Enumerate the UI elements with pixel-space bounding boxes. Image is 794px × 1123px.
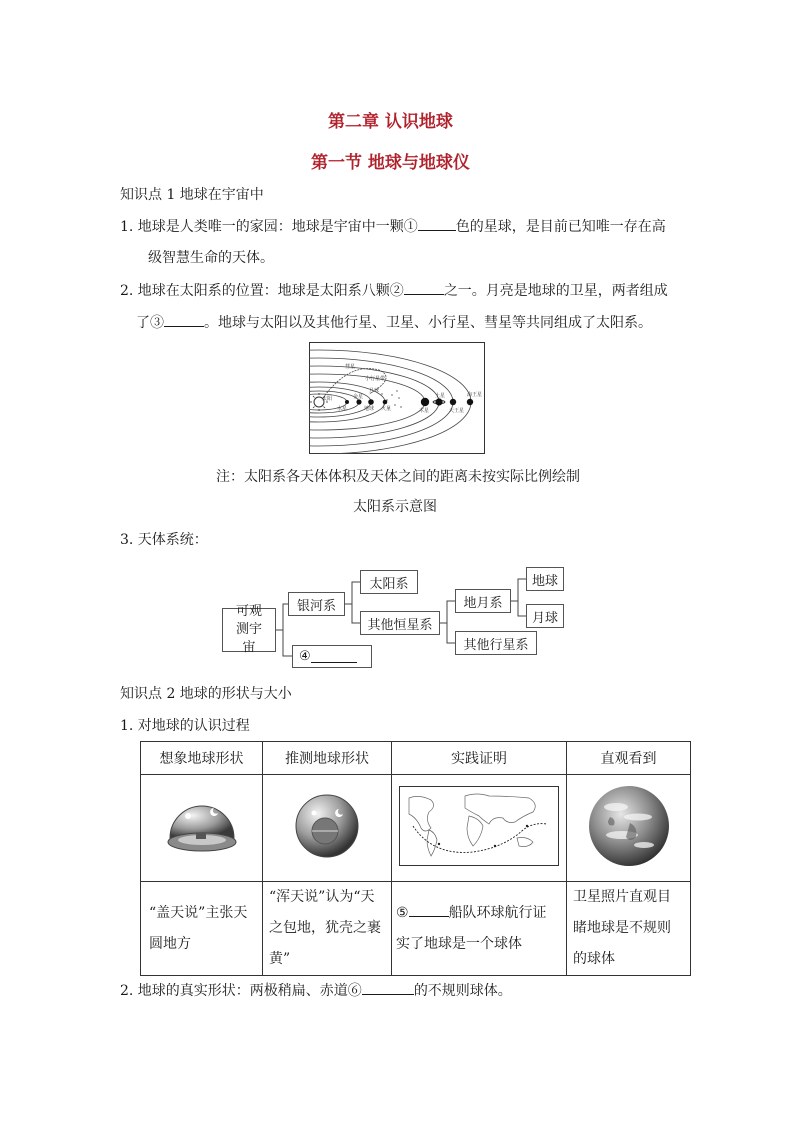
cell-gaitian: “盖天说”主张天圆地方	[141, 882, 263, 976]
label-mercury: 水星	[337, 406, 348, 412]
world-voyage-map	[392, 775, 567, 882]
tree-earth: 地球	[526, 567, 564, 591]
kp1-item3: 3. 天体系统：	[120, 532, 208, 548]
kp1-item2-text-c: 了③	[136, 315, 164, 331]
label-earth: 地球	[364, 406, 375, 412]
table-header-infer: 推测地球形状	[263, 742, 392, 775]
kp1-item2-text-d: 。地球与太阳以及其他行星、卫星、小行星、彗星等共同组成了太阳系。	[204, 315, 652, 331]
blank-6	[362, 980, 414, 995]
cell-voyage-text: 船队环球航行证实了地球是一个球体	[396, 904, 547, 952]
egg-universe-illustration	[263, 775, 392, 882]
label-asteroid: 小行星带	[365, 376, 386, 382]
label-sun: 太阳	[322, 396, 333, 402]
tree-moon: 月球	[526, 604, 564, 628]
chapter-title: 第二章 认识地球	[328, 112, 453, 132]
solar-diagram-caption: 太阳系示意图	[353, 499, 437, 515]
kp2-item2-text-b: 的不规则球体。	[413, 983, 512, 999]
tree-root-observable-universe: 可观测宇宙	[222, 608, 276, 652]
tree-other-star-systems: 其他恒星系	[360, 611, 440, 635]
kp1-item1-line2: 级智慧生命的天体。	[148, 250, 274, 266]
blank-4	[311, 650, 357, 663]
blank-5	[409, 902, 449, 917]
label-uranus: 天王星	[449, 408, 465, 414]
cell-huntian: “浑天说”认为“天之包地，犹壳之裹黄”	[263, 882, 392, 976]
table-header-imagine: 想象地球形状	[141, 742, 263, 775]
tree-blank-4: ④	[292, 645, 372, 668]
label-neptune: 海王星	[467, 392, 483, 398]
table-text-row	[141, 882, 691, 976]
section-title: 第一节 地球与地球仪	[311, 153, 470, 173]
table-header-row	[141, 742, 691, 775]
kp2-item2	[120, 980, 512, 1001]
label-comet: 彗星	[345, 364, 356, 370]
kp1-item1-text-a: 1. 地球是人类唯一的家园：地球是宇宙中一颗①	[120, 219, 418, 235]
tree-galaxy: 银河系	[288, 592, 345, 616]
label-moon: 月球	[369, 388, 380, 394]
cell-voyage-prefix: ⑤	[396, 904, 409, 921]
dome-sky-illustration	[141, 775, 263, 882]
label-saturn: 土星	[435, 393, 446, 399]
solar-diagram-note: 注：太阳系各天体体积及天体之间的距离未按实际比例绘制	[216, 469, 580, 485]
earth-shape-table	[140, 741, 691, 976]
table-header-practice: 实践证明	[392, 742, 567, 775]
label-jupiter: 木星	[419, 408, 430, 414]
kp2-item2-text-a: 2. 地球的真实形状：两极稍扁、赤道⑥	[120, 983, 362, 999]
label-venus: 金星	[353, 394, 364, 400]
cell-voyage	[392, 882, 567, 976]
kp1-item2-text-a: 2. 地球在太阳系的位置：地球是太阳系八颗②	[120, 283, 404, 299]
tree-solar-system: 太阳系	[360, 570, 418, 594]
tree-other-planetary-systems: 其他行星系	[455, 631, 537, 655]
table-image-row	[141, 775, 691, 882]
table-header-direct: 直观看到	[567, 742, 691, 775]
kp1-heading: 知识点 1 地球在宇宙中	[120, 187, 264, 203]
kp2-heading: 知识点 2 地球的形状与大小	[120, 686, 292, 702]
tree-earth-moon-system: 地月系	[455, 589, 511, 613]
earth-photo-illustration	[567, 775, 691, 882]
kp1-item2-text-b: 之一。月亮是地球的卫星，两者组成	[443, 283, 668, 299]
cell-satellite: 卫星照片直观目睹地球是不规则的球体	[567, 882, 691, 976]
kp2-item1: 1. 对地球的认识过程	[120, 718, 250, 734]
kp1-item1-text-b: 色的星球，是目前已知唯一存在高	[455, 219, 666, 235]
label-mars: 火星	[381, 406, 392, 412]
